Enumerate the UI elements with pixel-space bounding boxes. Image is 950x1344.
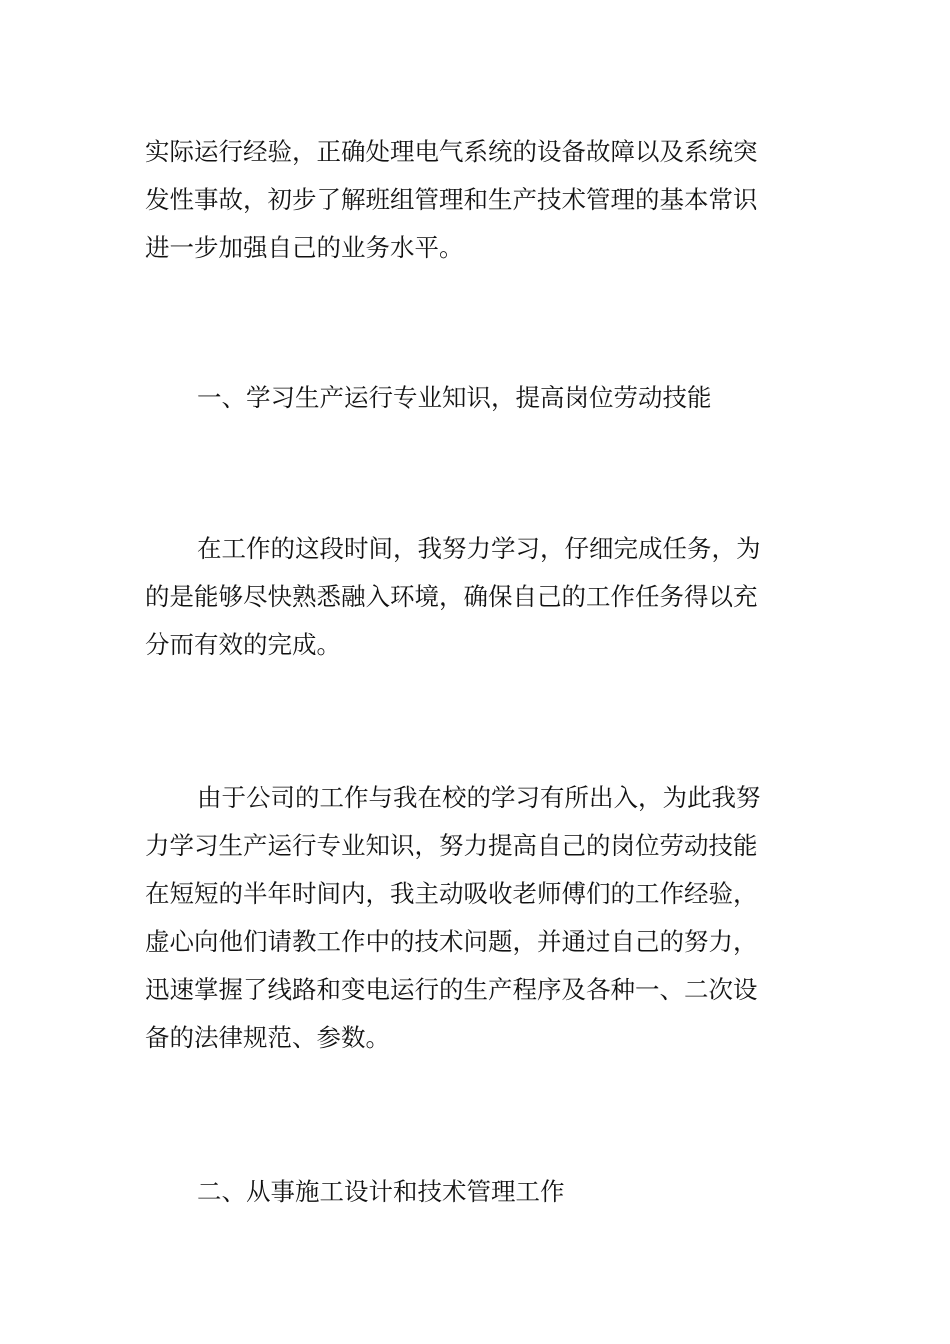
heading-text: 一、学习生产运行专业知识，提高岗位劳动技能 xyxy=(197,383,712,412)
paragraph-continuation xyxy=(145,128,809,272)
paragraph-line: 进一步加强自己的业务水平。 xyxy=(145,233,464,262)
section-heading-2 xyxy=(145,1168,809,1216)
paragraph-work-period xyxy=(145,525,809,669)
paragraph-line: 备的法律规范、参数。 xyxy=(145,1023,390,1052)
paragraph-line: 实际运行经验，正确处理电气系统的设备故障以及系统突 xyxy=(145,137,758,166)
paragraph-line: 在工作的这段时间，我努力学习，仔细完成任务，为 xyxy=(197,534,761,563)
section-heading-1 xyxy=(145,374,809,422)
paragraph-study-skills xyxy=(145,774,809,1062)
heading-text: 二、从事施工设计和技术管理工作 xyxy=(197,1177,565,1206)
paragraph-line: 虚心向他们请教工作中的技术问题，并通过自己的努力， xyxy=(145,927,758,956)
paragraph-line: 由于公司的工作与我在校的学习有所出入，为此我努 xyxy=(197,783,761,812)
paragraph-line: 迅速掌握了线路和变电运行的生产程序及各种一、二次设 xyxy=(145,975,758,1004)
paragraph-line: 的是能够尽快熟悉融入环境，确保自己的工作任务得以充 xyxy=(145,582,758,611)
paragraph-line: 在短短的半年时间内，我主动吸收老师傅们的工作经验， xyxy=(145,879,758,908)
paragraph-line: 力学习生产运行专业知识，努力提高自己的岗位劳动技能 xyxy=(145,831,758,860)
paragraph-line: 发性事故，初步了解班组管理和生产技术管理的基本常识 xyxy=(145,185,758,214)
paragraph-line: 分而有效的完成。 xyxy=(145,630,341,659)
